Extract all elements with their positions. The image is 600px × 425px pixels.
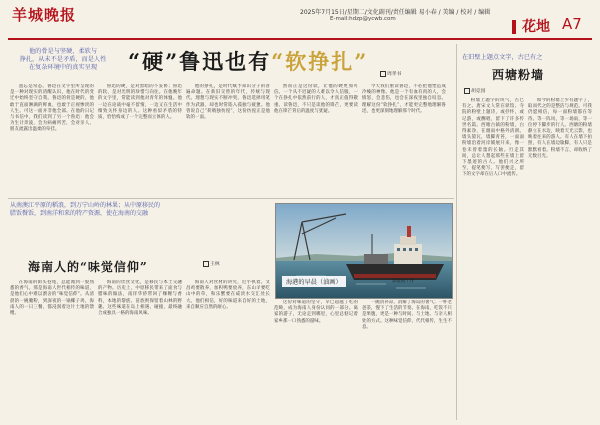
dateline: 2025年7月15日/星期二/文化副刊/责任编辑 易小春 / 美编 / 校对 / 编辑 (300, 9, 491, 16)
newspaper-logo: 羊城晚报 (12, 6, 77, 24)
right-article-headline: 西塘粉墙 (492, 68, 545, 82)
article1-column-5 (362, 84, 446, 192)
article2-column-5 (362, 300, 452, 420)
kicker-line: 在复杂环境中的真实呈现 (28, 64, 98, 71)
article-paragraph: 海南人对食材的讲究，近乎执着。文昌鸡要散养，加积鸭要放养，东山羊要吃山中的草，和乐蟹要在咸淡水交汇处长大。他们相信，好的味道来自好的土地，来自顺应自然的耐心。 (186, 280, 270, 310)
article1-column-3 (186, 84, 270, 192)
article2-column-1 (10, 280, 94, 420)
article2-headline: 海南人的“味觉信仰” (28, 260, 148, 274)
masthead (0, 0, 600, 40)
kicker-line: 从南澳江平原的稻浪，到万宁山岭的林果；从中原移民的 (10, 202, 161, 209)
article2-column-4 (274, 300, 358, 366)
byline-author: 王林 (210, 262, 220, 267)
article-paragraph: 一碗清补凉，消解了海岛的暑气；一杯老爸茶，慢下了生活的节奏。在海南，吃饭不只是果腹，更是一种与时间、与土地、与亲人相处的方式。这种味觉信仰，代代相传，生生不息。 (362, 300, 452, 330)
article-paragraph: 如今的粉墙上少有题字了，取而代之的是整洁与规范。可我仍愿相信，每一面粉墙都在等待。等一阵风，等一场雨，等一位停下脚步的行人。西塘的粉墙静立在水边，映着天光云影，也映着往来的游人。有人在墙下拍照，有人在墙边歇脚，有人只是默默看着。粉墙不言，却收纳了无数目光。 (528, 98, 592, 159)
section-name: 花地 (522, 19, 550, 35)
headline-main: “硬”鲁迅也有 (128, 49, 272, 74)
article1-column-2 (98, 84, 182, 192)
right-article-kicker: 在旧壁上题点文字，古已有之 (462, 54, 543, 61)
article-paragraph: 海南的饮食文化，是移民与本土交融的产物。历史上，中原移民带来了面食与腊味的做法，南洋华侨带回了咖喱与香料，本地的黎族、苗族则保留着山林的野趣。这些味道在岛上相遇、碰撞，最终融合成独具一格的海南风味。 (98, 280, 182, 317)
byline-box-icon (464, 88, 470, 94)
byline-box-icon (203, 261, 209, 267)
article-paragraph: 鲁迅的硬，是对黑暗的不妥协；鲁迅的软，是对光明的珍惜与向往。在他晚年的文字里，常能读到他对青年的体恤。他一边在论战中毫不留情，一边又在生活中细致关怀身边的人。这种看似矛盾的特质，恰恰构成了一个完整而立体的人。 (98, 84, 182, 121)
article1-column-4 (274, 84, 358, 192)
photo-caption: 海港的早晨（油画） (282, 276, 346, 287)
article-paragraph: 今天我们重读鲁迅，不必把他塑造成冷峻的神像。他是一个有血有肉的人，会愤怒，会悲伤，也会在深夜里独自叹息。理解这份“软挣扎”，才能更完整地理解鲁迅，也更深刻地理解那个时代。 (362, 84, 446, 114)
article1-headline (128, 46, 368, 76)
article1-byline (380, 70, 401, 77)
right-article-column-1 (462, 98, 524, 418)
article2-byline (203, 260, 220, 267)
article2-column-3 (186, 280, 270, 420)
headline-accent: “软挣扎” (271, 49, 369, 74)
contact-email: E-mail:hdzp@ycwb.com (330, 16, 396, 22)
kicker-line: 腊饭餐饭，到南洋和来的特产资源，使在海南的交融 (10, 210, 149, 217)
article2-column-2 (98, 280, 182, 420)
section-divider-bar (512, 20, 516, 34)
column-divider (456, 44, 457, 420)
kicker-line: 挣扎，从未不是矛盾，而是人性 (19, 56, 107, 63)
article-paragraph: 在海南的街头巷尾，总能闻到一股熟悉的香气。那是海南人世代相传的味道，是他们心中难以割舍的“味觉信仰”。从清晨的一碗腌粉，到深夜的一锅椰子鸡，海南人的一日三餐，都浸润着这片土地的馈赠。 (10, 280, 94, 317)
article2-kicker (10, 202, 160, 218)
right-article-column-2 (528, 98, 592, 418)
photo-credit: 郭建国 / 作 (392, 279, 414, 284)
article1-column-1 (10, 84, 94, 192)
masthead-rule (8, 38, 592, 40)
article-paragraph: 然而正是这份软，让他的硬更加可信。一个从不迟疑的人难以令人信服，一个在挣扎中依然前行的人，才真正值得敬重。读鲁迅，不只是读他的锋芒，更要读他在锋芒背后的温度与犹疑。 (274, 84, 358, 114)
kicker-line: 他的骨是与坚硬、柔软与 (28, 48, 98, 55)
article2-top-rule (8, 198, 454, 199)
byline-box-icon (380, 71, 386, 77)
article-paragraph: 这份对味道的坚守，早已超越了吃的范畴，成为海南人身份认同的一部分。离家的游子，无论走到哪里，心里总惦记着家乡那一口熟悉的滋味。 (274, 300, 358, 324)
article-paragraph: 他的挣扎，是时代赋予知识分子的普遍命题。在新旧交替的年代，传统与现代、理想与现实不断冲突。鲁迅选择用笔作为武器，却也时常陷入孤独与疲惫。他曾说自己“荷戟独彷徨”，这份彷徨正是他软的一面。 (186, 84, 270, 121)
page-number: A7 (562, 15, 582, 33)
right-article-byline (464, 87, 485, 94)
byline-author: 周孝书 (387, 72, 402, 77)
article-paragraph: 遗忘是常态。鲁迅在文字里所呈现的是一种对现实的清醒认识，他在时代的变迁中始终坚守自我。鲁迅的骨是硬的，他敢于直面淋漓的鲜血，也敢于正视惨淡的人生。可这一面并非他全部。在他的日记与书信中，我们读到了另一个鲁迅：他会为生计奔波，会为病痛所苦，会对亲人、朋友流露出温柔的牵挂。 (10, 84, 94, 133)
article-paragraph: 粉墙上题字的风气，古已有之。唐宋文人常在驿馆、寺院的粉壁上题诗，或抒怀，或记游，或酬唱，留下了许多传世名篇。西塘古镇的粉墙，白得素净，在烟雨中格外清朗。墙头黛瓦，墙脚青苔，一面面粉墙沿着河岸铺展开来，像一卷未曾着墨的长轴。行走其间，总让人想起那些在墙上留下墨迹的古人。他们兴之所至，提笔便写，写罢便走，留下的文字却在后人口中流传。 (462, 98, 524, 178)
article1-kicker (10, 48, 116, 72)
byline-author: 胡竞园 (471, 89, 486, 94)
